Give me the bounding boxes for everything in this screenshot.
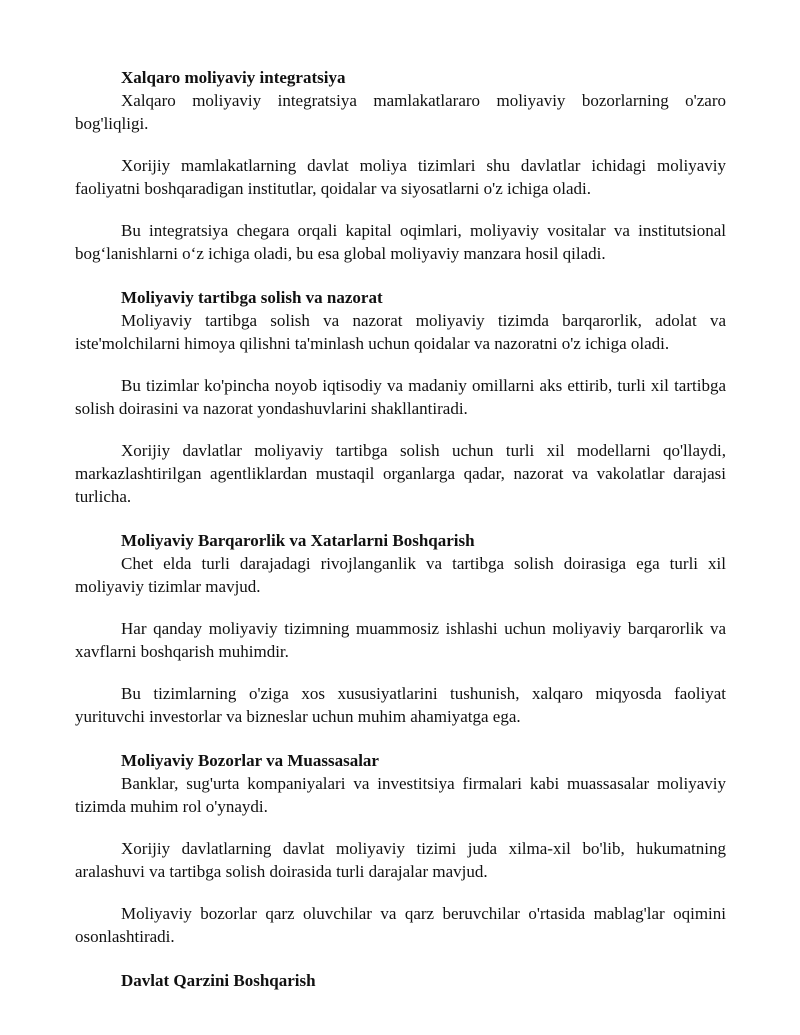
section-regulation-supervision — [75, 286, 726, 508]
section-heading: Moliyaviy Barqarorlik va Xatarlarni Boshqarish — [121, 531, 475, 550]
section-heading: Xalqaro moliyaviy integratsiya — [121, 68, 346, 87]
paragraph: Xorijiy mamlakatlarning davlat moliya tizimlari shu davlatlar ichidagi moliyaviy faoliyatni boshqaradigan institutlar, qoidalar va siyosatlarni o'z ichiga oladi. — [75, 156, 726, 198]
section-stability-risk — [75, 529, 726, 728]
paragraph: Xalqaro moliyaviy integratsiya mamlakatlararo moliyaviy bozorlarning o'zaro bog'liqligi. — [75, 91, 726, 133]
section-international-integration — [75, 66, 726, 265]
paragraph: Har qanday moliyaviy tizimning muammosiz ishlashi uchun moliyaviy barqarorlik va xavflarni boshqarish muhimdir. — [75, 619, 726, 661]
paragraph: Chet elda turli darajadagi rivojlanganlik va tartibga solish doirasiga ega turli xil moliyaviy tizimlar mavjud. — [75, 554, 726, 596]
paragraph: Moliyaviy bozorlar qarz oluvchilar va qarz beruvchilar o'rtasida mablag'lar oqimini osonlashtiradi. — [75, 904, 726, 946]
paragraph: Banklar, sug'urta kompaniyalari va investitsiya firmalari kabi muassasalar moliyaviy tizimda muhim rol o'ynaydi. — [75, 774, 726, 816]
paragraph: Bu tizimlar ko'pincha noyob iqtisodiy va madaniy omillarni aks ettirib, turli xil tartibga solish doirasini va nazorat yondashuvlarini shakllantiradi. — [75, 376, 726, 418]
section-public-debt — [75, 969, 726, 992]
section-heading: Moliyaviy tartibga solish va nazorat — [121, 288, 383, 307]
section-heading: Moliyaviy Bozorlar va Muassasalar — [121, 751, 379, 770]
paragraph: Moliyaviy tartibga solish va nazorat moliyaviy tizimda barqarorlik, adolat va iste'molchilarni himoya qilishni ta'minlash uchun qoidalar va nazoratni o'z ichiga oladi. — [75, 311, 726, 353]
section-markets-institutions — [75, 749, 726, 948]
section-heading: Davlat Qarzini Boshqarish — [121, 971, 316, 990]
paragraph: Xorijiy davlatlar moliyaviy tartibga solish uchun turli xil modellarni qo'llaydi, markazlashtirilgan agentliklardan mustaqil organlarga qadar, nazorat va vakolatlar darajasi turlicha. — [75, 441, 726, 506]
document-page — [75, 66, 726, 992]
paragraph: Xorijiy davlatlarning davlat moliyaviy tizimi juda xilma-xil bo'lib, hukumatning aralashuvi va tartibga solish doirasida turli darajalar mavjud. — [75, 839, 726, 881]
paragraph: Bu integratsiya chegara orqali kapital oqimlari, moliyaviy vositalar va institutsional bog‘lanishlarni o‘z ichiga oladi, bu esa global moliyaviy manzara hosil qiladi. — [75, 221, 726, 263]
paragraph: Bu tizimlarning o'ziga xos xususiyatlarini tushunish, xalqaro miqyosda faoliyat yurituvchi investorlar va bizneslar uchun muhim ahamiyatga ega. — [75, 684, 726, 726]
